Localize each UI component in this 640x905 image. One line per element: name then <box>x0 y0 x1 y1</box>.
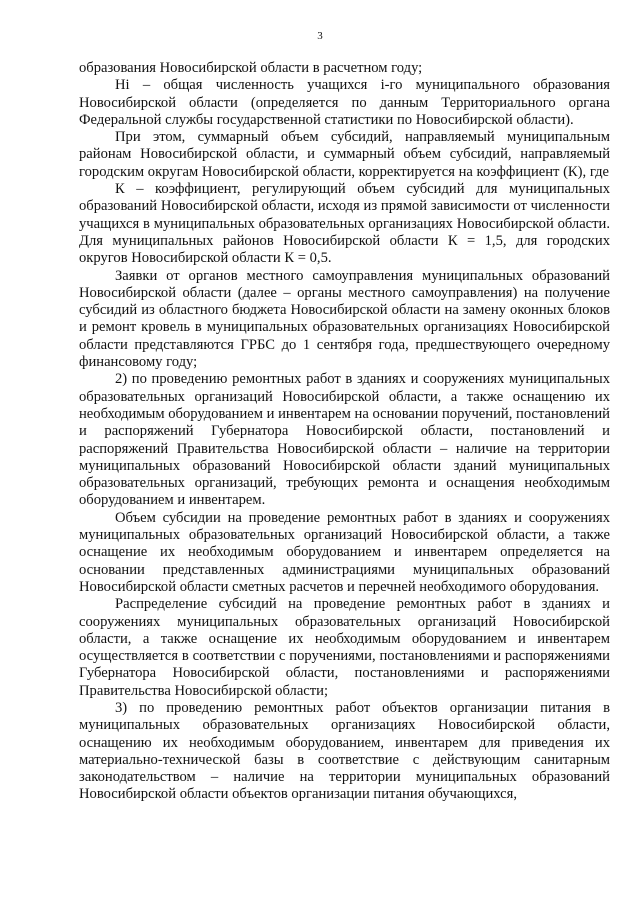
paragraph-item-3: 3) по проведению ремонтных работ объектов организации питания в муниципальных образовательных организациях Новосибирской области, оснащению их необходимым оборудованием, инвентарем для приведения их материально-технической базы в соответствие с действующим санитарным законодательством – наличие на территории муниципальных образований Новосибирской области объектов организации питания обучающихся, <box>79 699 610 803</box>
paragraph-applications: Заявки от органов местного самоуправления муниципальных образований Новосибирской области (далее – органы местного самоуправления) на получение субсидий из областного бюджета Новосибирской области на замену оконных блоков и ремонт кровель в муниципальных образовательных организациях Новосибирской области представляются ГРБС до 1 сентября года, предшествующего очередному финансовому году; <box>79 267 610 371</box>
paragraph-subsidy-volume: Объем субсидии на проведение ремонтных работ в зданиях и сооружениях муниципальных образовательных организаций Новосибирской области, а также оснащение их необходимым оборудованием и инвентарем определяется на основании представленных администрациями муниципальных образований Новосибирской области сметных расчетов и перечней необходимого оборудования. <box>79 509 610 595</box>
paragraph-item-2: 2) по проведению ремонтных работ в зданиях и сооружениях муниципальных образовательных организаций Новосибирской области, а также оснащению их необходимым оборудованием и инвентарем на основании поручений, постановлений и распоряжений Губернатора Новосибирской области, постановлений и распоряжений Правительства Новосибирской области – наличие на территории муниципальных образований Новосибирской области зданий муниципальных образовательных организаций, требующих ремонта и оснащения необходимым оборудованием и инвентарем. <box>79 371 610 509</box>
paragraph-continuation: образования Новосибирской области в расчетном году; <box>79 60 423 76</box>
paragraph-k-definition: К – коэффициент, регулирующий объем субсидий для муниципальных образований Новосибирской области, исходя из прямой зависимости от численности учащихся в муниципальных образовательных организациях Новосибирской области. Для муниципальных районов Новосибирской области К = 1,5, для городских округов Новосибирской области К = 0,5. <box>79 181 610 267</box>
paragraph-correction: При этом, суммарный объем субсидий, направляемый муниципальным районам Новосибирской области, и суммарный объем субсидий, направляемый городским округам Новосибирской области, корректируется на коэффициент (К), где <box>79 129 610 180</box>
document-body <box>79 60 610 804</box>
paragraph-distribution: Распределение субсидий на проведение ремонтных работ в зданиях и сооружениях муниципальных образовательных организаций Новосибирской области, а также оснащение их необходимым оборудованием и инвентарем осуществляется в соответствии с поручениями, постановлениями и распоряжениями Губернатора Новосибирской области, постановлениями и распоряжениями Правительства Новосибирской области; <box>79 596 610 699</box>
paragraph-hi-definition: Hi – общая численность учащихся i-го муниципального образования Новосибирской области (определяется по данным Территориального органа Федеральной службы государственной статистики по Новосибирской области). <box>79 77 610 128</box>
page-number: 3 <box>317 30 323 42</box>
